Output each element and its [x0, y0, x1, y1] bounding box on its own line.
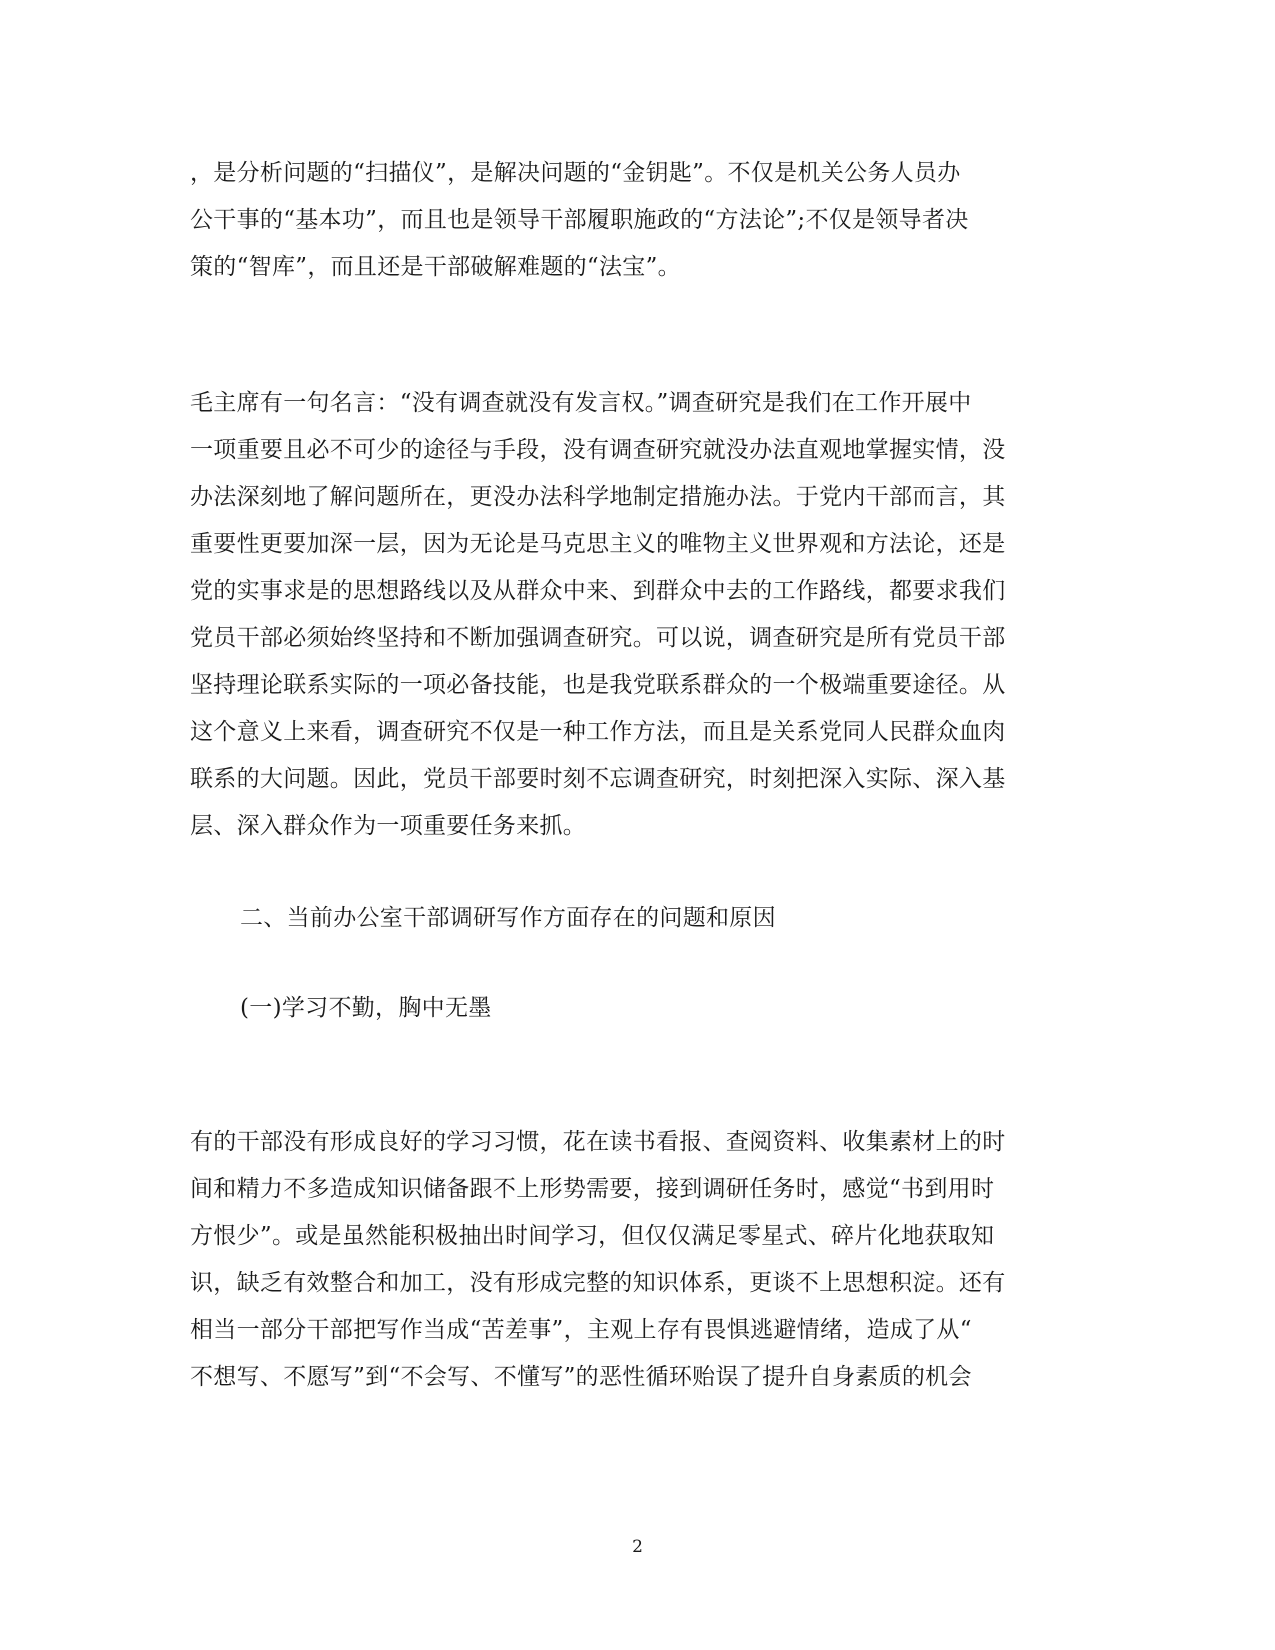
paragraph-2-line-5: 党的实事求是的思想路线以及从群众中来、到群众中去的工作路线，都要求我们 — [190, 578, 1006, 604]
paragraph-2-line-1: 毛主席有一句名言：“没有调查就没有发言权。”调查研究是我们在工作开展中 — [190, 390, 972, 416]
paragraph-1-line-1: ，是分析问题的“扫描仪”，是解决问题的“金钥匙”。不仅是机关公务人员办 — [190, 160, 961, 186]
section-heading: 二、当前办公室干部调研写作方面存在的问题和原因 — [240, 905, 776, 931]
paragraph-3-line-2: 间和精力不多造成知识储备跟不上形势需要，接到调研任务时，感觉“书到用时 — [190, 1176, 995, 1202]
paragraph-2-line-4: 重要性更要加深一层，因为无论是马克思主义的唯物主义世界观和方法论，还是 — [190, 531, 1006, 557]
paragraph-2-line-2: 一项重要且必不可少的途径与手段，没有调查研究就没办法直观地掌握实情，没 — [190, 437, 1006, 463]
paragraph-3-line-6: 不想写、不愿写”到“不会写、不懂写”的恶性循环贻误了提升自身素质的机会 — [190, 1364, 972, 1390]
paragraph-2-line-3: 办法深刻地了解问题所在，更没办法科学地制定措施办法。于党内干部而言，其 — [190, 484, 1006, 510]
paragraph-1-line-2: 公干事的“基本功”，而且也是领导干部履职施政的“方法论”;不仅是领导者决 — [190, 207, 969, 233]
paragraph-2-line-9: 联系的大问题。因此，党员干部要时刻不忘调查研究，时刻把深入实际、深入基 — [190, 766, 1006, 792]
paragraph-2-line-6: 党员干部必须始终坚持和不断加强调查研究。可以说，调查研究是所有党员干部 — [190, 625, 1006, 651]
page-number: 2 — [632, 1537, 643, 1557]
paragraph-3-line-4: 识，缺乏有效整合和加工，没有形成完整的知识体系，更谈不上思想积淀。还有 — [190, 1270, 1006, 1296]
paragraph-3-line-5: 相当一部分干部把写作当成“苦差事”，主观上存有畏惧逃避情绪，造成了从“ — [190, 1317, 972, 1343]
paragraph-2-line-7: 坚持理论联系实际的一项必备技能，也是我党联系群众的一个极端重要途径。从 — [190, 672, 1006, 698]
paragraph-1-line-3: 策的“智库”，而且还是干部破解难题的“法宝”。 — [190, 254, 681, 280]
paragraph-3-line-1: 有的干部没有形成良好的学习习惯，花在读书看报、查阅资料、收集素材上的时 — [190, 1129, 1006, 1155]
paragraph-3-line-3: 方恨少”。或是虽然能积极抽出时间学习，但仅仅满足零星式、碎片化地获取知 — [190, 1223, 995, 1249]
subsection-heading: (一)学习不勤，胸中无墨 — [240, 995, 492, 1021]
paragraph-2-line-10: 层、深入群众作为一项重要任务来抓。 — [190, 813, 587, 839]
paragraph-2-line-8: 这个意义上来看，调查研究不仅是一种工作方法，而且是关系党同人民群众血肉 — [190, 719, 1006, 745]
